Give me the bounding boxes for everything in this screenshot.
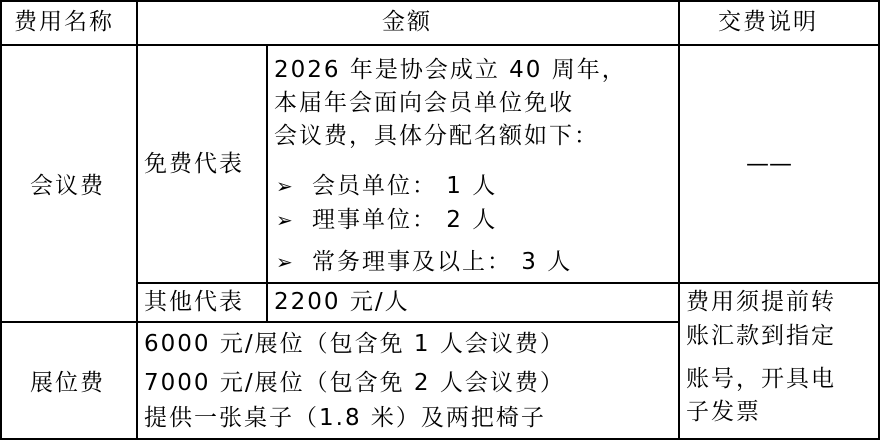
row-divider-note: [678, 282, 880, 284]
free-rep-line-2: 本届年会面向会员单位免收: [274, 90, 574, 116]
other-rep-label: 其他代表: [144, 289, 244, 315]
free-rep-line-1: 2026 年是协会成立 40 周年，: [274, 57, 627, 83]
payment-note-line-3: 账号，开具电: [686, 366, 836, 392]
free-rep-label: 免费代表: [144, 151, 244, 177]
free-rep-bullet-1: 会员单位： 1 人: [312, 173, 498, 199]
col-divider-note: [678, 0, 680, 440]
payment-note-line-4: 子发票: [686, 399, 761, 425]
other-rep-amount: 2200 元/人: [274, 289, 410, 315]
bullet-arrow-icon: ➢: [276, 208, 293, 232]
row-divider-booth-amount: [136, 321, 678, 323]
payment-note-line-1: 费用须提前转: [686, 289, 836, 315]
booth-line-1: 6000 元/展位（包含免 1 人会议费）: [144, 331, 565, 357]
col-divider-name: [136, 0, 138, 440]
header-amount: 金额: [382, 9, 432, 35]
booth-fee-label: 展位费: [30, 370, 105, 396]
free-rep-bullet-3: 常务理事及以上： 3 人: [312, 249, 573, 275]
col-divider-sub: [266, 44, 268, 323]
booth-line-3: 提供一张桌子（1.8 米）及两把椅子: [144, 405, 546, 431]
meeting-fee-label: 会议费: [30, 173, 105, 199]
bullet-arrow-icon: ➢: [276, 174, 293, 198]
header-payment-note: 交费说明: [718, 9, 818, 35]
payment-note-line-2: 账汇款到指定: [686, 323, 836, 349]
table-border-bottom: [0, 438, 880, 440]
table-border-left: [0, 0, 2, 440]
row-divider-meeting-booth: [0, 321, 136, 323]
free-rep-line-3: 会议费，具体分配名额如下：: [274, 123, 599, 149]
header-divider: [0, 44, 880, 46]
bullet-arrow-icon: ➢: [276, 250, 293, 274]
table-border-top: [0, 0, 880, 2]
free-rep-note: ——: [746, 151, 792, 177]
header-fee-name: 费用名称: [14, 9, 114, 35]
booth-line-2: 7000 元/展位（包含免 2 人会议费）: [144, 370, 565, 396]
row-divider-free-other: [136, 282, 678, 284]
free-rep-bullet-2: 理事单位： 2 人: [312, 207, 498, 233]
